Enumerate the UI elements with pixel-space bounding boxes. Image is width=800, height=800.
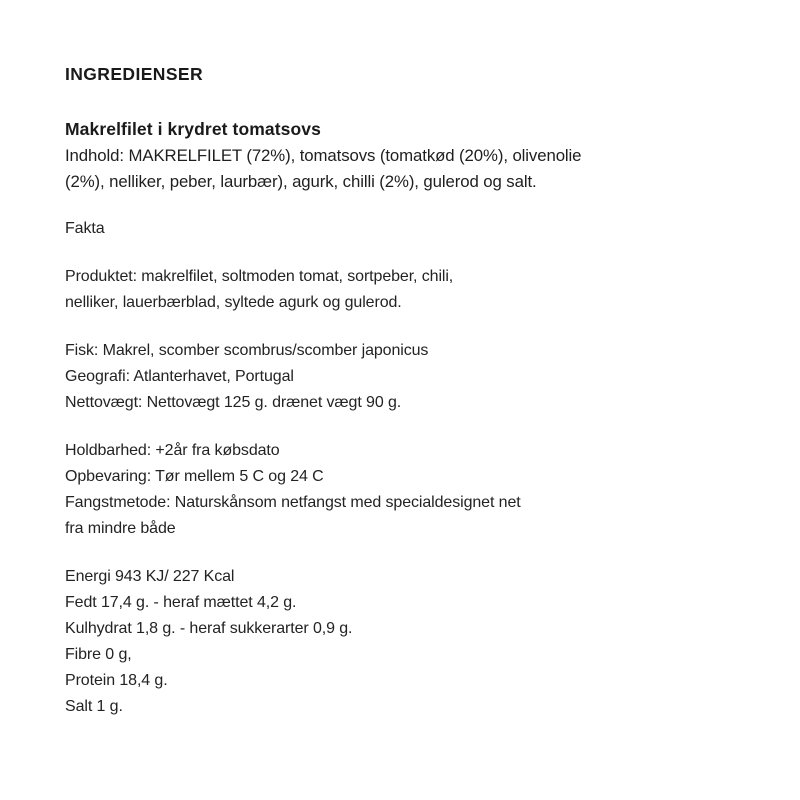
facts-heading: Fakta	[65, 220, 105, 237]
ingredients-line: Indhold: MAKRELFILET (72%), tomatsovs (tomatkød (20%), olivenolie	[65, 146, 582, 165]
fish-line: Fisk: Makrel, scomber scombrus/scomber japonicus	[65, 342, 429, 359]
page-title: INGREDIENSER	[65, 64, 204, 84]
facts-product-line: Produktet: makrelfilet, soltmoden tomat, sortpeber, chili,	[65, 268, 454, 285]
shelf-life-line: Holdbarhed: +2år fra købsdato	[65, 442, 280, 459]
storage-block	[65, 438, 736, 542]
product-name: Makrelfilet i krydret tomatsovs	[65, 119, 321, 139]
catch-method-line: Fangstmetode: Naturskånsom netfangst med specialdesignet net	[65, 494, 521, 511]
catch-method-line-continued: fra mindre både	[65, 520, 176, 537]
storage-line: Opbevaring: Tør mellem 5 C og 24 C	[65, 468, 324, 485]
ingredients-paragraph	[65, 143, 736, 195]
fibre-line: Fibre 0 g,	[65, 646, 132, 663]
net-weight-line: Nettovægt: Nettovægt 125 g. drænet vægt 90 g.	[65, 394, 402, 411]
product-section	[65, 119, 736, 195]
energy-line: Energi 943 KJ/ 227 Kcal	[65, 568, 235, 585]
nutrition-block	[65, 564, 736, 720]
carbohydrate-line: Kulhydrat 1,8 g. - heraf sukkerarter 0,9 g.	[65, 620, 353, 637]
facts-product-line: nelliker, lauerbærblad, syltede agurk og gulerod.	[65, 294, 402, 311]
geography-line: Geografi: Atlanterhavet, Portugal	[65, 368, 294, 385]
fat-line: Fedt 17,4 g. - heraf mættet 4,2 g.	[65, 594, 297, 611]
facts-detail-block	[65, 338, 736, 416]
salt-line: Salt 1 g.	[65, 698, 123, 715]
facts-product-block	[65, 264, 736, 316]
ingredients-line: (2%), nelliker, peber, laurbær), agurk, chilli (2%), gulerod og salt.	[65, 172, 537, 191]
protein-line: Protein 18,4 g.	[65, 672, 168, 689]
